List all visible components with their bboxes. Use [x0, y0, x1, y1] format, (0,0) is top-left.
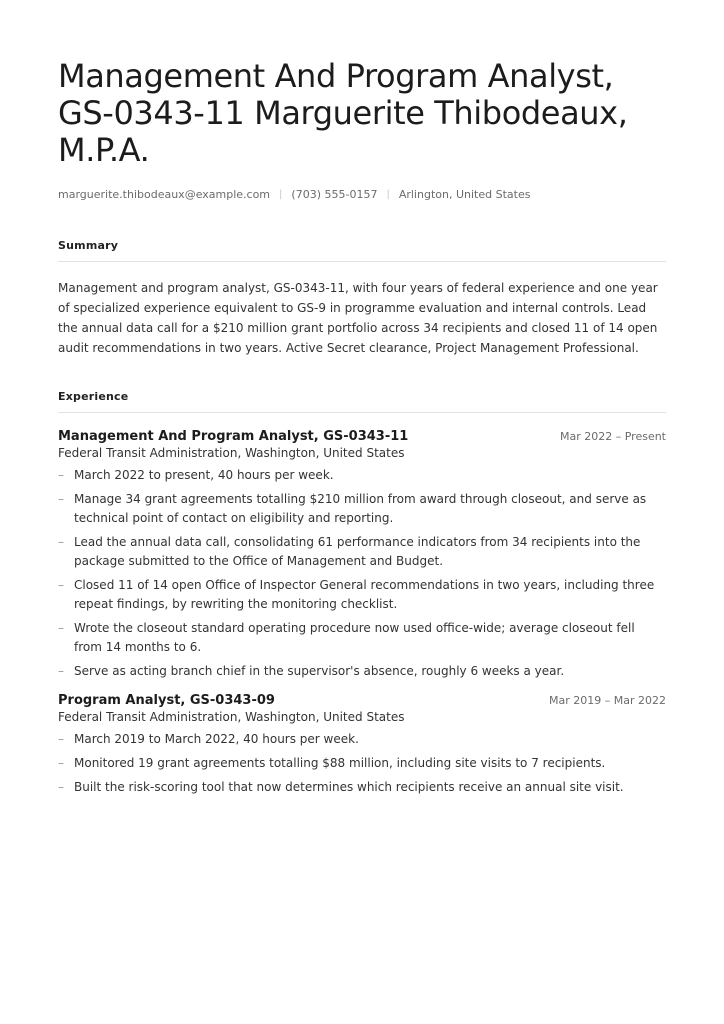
job-bullet-text: Monitored 19 grant agreements totalling $88 million, including site visits to 7 recipients. [74, 756, 606, 770]
job-bullet [58, 662, 666, 681]
job-bullets [58, 466, 666, 681]
job-header [58, 429, 666, 444]
bullet-marker: – [58, 535, 64, 549]
job-bullet-text: Closed 11 of 14 open Office of Inspector General recommendations in two years, including three repeat findings, by rewriting the monitoring checklist. [74, 578, 655, 611]
job-title: Management And Program Analyst, GS-0343-11 [58, 429, 409, 444]
contact-line [58, 188, 666, 201]
job-title: Program Analyst, GS-0343-09 [58, 693, 275, 708]
job-bullet-text: Serve as acting branch chief in the supervisor's absence, roughly 6 weeks a year. [74, 664, 565, 678]
experience-heading: Experience [58, 390, 666, 413]
bullet-marker: – [58, 732, 64, 746]
bullet-marker: – [58, 468, 64, 482]
job-header [58, 693, 666, 708]
contact-separator: | [279, 189, 283, 200]
summary-text: Management and program analyst, GS-0343-11, with four years of federal experience and one year of specialized experience equivalent to GS-9 in programme evaluation and internal controls. Lead the annual data call for a $210 million grant portfolio across 34 recipients and closed 11 of 14 open audit recommendations in two years. Active Secret clearance, Project Management Professional. [58, 281, 658, 355]
job-organization: Federal Transit Administration, Washington, United States [58, 710, 405, 724]
job-bullet [58, 533, 666, 571]
contact-phone[interactable]: (703) 555-0157 [291, 188, 378, 201]
job-bullet-text: March 2022 to present, 40 hours per week. [74, 468, 334, 482]
page-title: Management And Program Analyst, GS-0343-11 Marguerite Thibodeaux, M.P.A. [58, 57, 628, 169]
bullet-marker: – [58, 780, 64, 794]
job-bullet-text: Wrote the closeout standard operating procedure now used office-wide; average closeout fell from 14 months to 6. [74, 621, 635, 654]
job-entry [58, 429, 666, 681]
job-bullet [58, 576, 666, 614]
job-bullet [58, 490, 666, 528]
job-bullets [58, 730, 666, 797]
bullet-marker: – [58, 756, 64, 770]
job-bullet [58, 619, 666, 657]
contact-email[interactable]: marguerite.thibodeaux@example.com [58, 188, 271, 201]
contact-location: Arlington, United States [398, 188, 531, 201]
experience-list [58, 429, 666, 797]
job-bullet [58, 754, 666, 773]
job-dates: Mar 2019 – Mar 2022 [549, 694, 666, 707]
bullet-marker: – [58, 664, 64, 678]
job-dates: Mar 2022 – Present [559, 430, 666, 443]
bullet-marker: – [58, 621, 64, 635]
bullet-marker: – [58, 492, 64, 506]
job-bullet-text: Manage 34 grant agreements totalling $210 million from award through closeout, and serve as technical point of contact on eligibility and reporting. [74, 492, 647, 525]
job-organization: Federal Transit Administration, Washington, United States [58, 446, 405, 460]
job-bullet [58, 466, 666, 485]
job-bullet [58, 730, 666, 749]
summary-heading: Summary [58, 239, 666, 262]
contact-separator: | [386, 189, 390, 200]
job-bullet-text: March 2019 to March 2022, 40 hours per week. [74, 732, 359, 746]
job-entry [58, 693, 666, 797]
job-bullet [58, 778, 666, 797]
job-bullet-text: Lead the annual data call, consolidating 61 performance indicators from 34 recipients into the package submitted to the Office of Management and Budget. [74, 535, 641, 568]
job-bullet-text: Built the risk-scoring tool that now determines which recipients receive an annual site visit. [74, 780, 624, 794]
bullet-marker: – [58, 578, 64, 592]
